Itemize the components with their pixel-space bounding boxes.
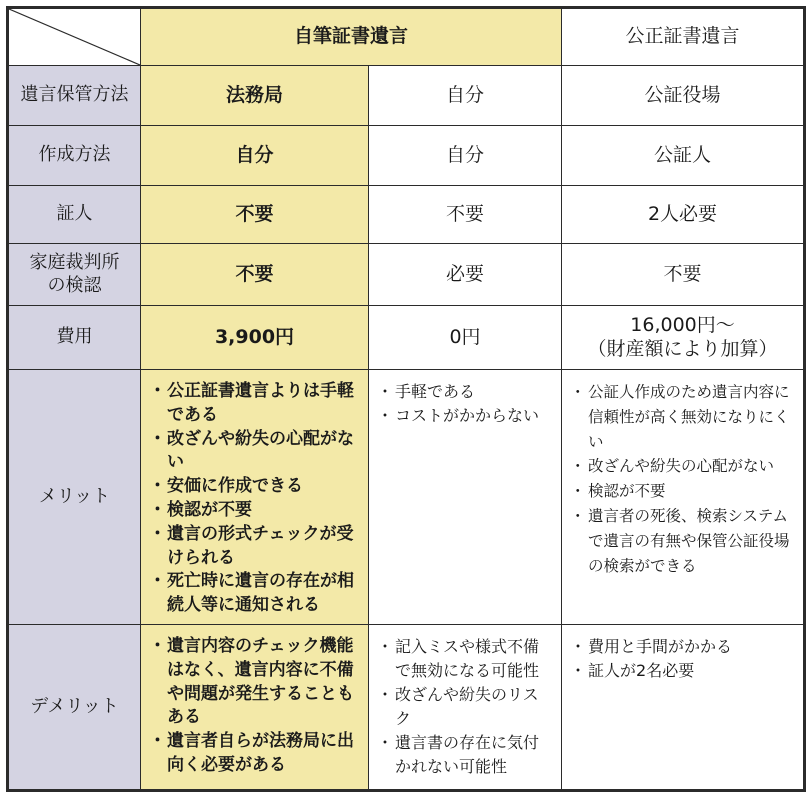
header-kousei: 公正証書遺言 [562,8,805,66]
cell-probate-c1: 不要 [141,244,369,306]
row-label-witness: 証人 [8,186,141,244]
list-item: ・ 証人が2名必要 [574,659,795,683]
row-label-storage: 遺言保管方法 [8,66,141,126]
header-row [8,8,805,66]
cell-method-c1: 自分 [141,126,369,186]
list-item: ・ 改ざんや紛失のリスク [381,683,553,731]
will-comparison-table [6,6,806,792]
cell-witness-c1: 不要 [141,186,369,244]
cell-merit-c2 [369,370,562,625]
list-item: ・ 安価に作成できる [153,475,360,499]
cell-cost-c3 [562,306,805,370]
cell-merit-c3 [562,370,805,625]
list-item: ・ 改ざんや紛失の心配がない [153,428,360,476]
list-item: ・ 記入ミスや様式不備で無効になる可能性 [381,635,553,683]
list-item: ・ 公正証書遺言よりは手軽である [153,380,360,428]
list-item: ・ 遺言内容のチェック機能はなく、遺言内容に不備や問題が発生することもある [153,635,360,730]
row-label-probate-line1: 家庭裁判所 [29,252,120,273]
cell-witness-c2: 不要 [369,186,562,244]
row-label-probate-line2: の検認 [47,274,102,296]
cell-cost-c2: 0円 [369,306,562,370]
list-item: ・ 遺言者自らが法務局に出向く必要がある [153,730,360,778]
cell-demerit-c2 [369,624,562,790]
list-item: ・ 改ざんや紛失の心配がない [574,454,795,479]
list-item: ・ 遺言者の死後、検索システムで遺言の有無や保管公証役場の検索ができる [574,504,795,578]
list-item: ・ 検認が不要 [153,499,360,523]
cell-probate-c2: 必要 [369,244,562,306]
cell-demerit-c1 [141,624,369,790]
cell-cost-c3-line2: （財産額により加算） [587,337,778,360]
corner-cell [8,8,141,66]
list-item: ・ コストがかからない [381,404,553,428]
row-storage [8,66,805,126]
demerit-c1-list [153,635,360,778]
row-label-merit: メリット [8,370,141,625]
row-demerit [8,624,805,790]
merit-c1-list [153,380,360,618]
cell-demerit-c3 [562,624,805,790]
cell-cost-c3-line1: 16,000円～ [630,313,735,336]
cell-method-c3: 公証人 [562,126,805,186]
row-method [8,126,805,186]
cell-cost-c1: 3,900円 [141,306,369,370]
list-item: ・ 費用と手間がかかる [574,635,795,659]
row-label-demerit: デメリット [8,624,141,790]
cell-method-c2: 自分 [369,126,562,186]
list-item: ・ 検認が不要 [574,479,795,504]
list-item: ・ 手軽である [381,380,553,404]
list-item: ・ 遺言の形式チェックが受けられる [153,523,360,571]
merit-c2-list [381,380,553,428]
cell-storage-c3: 公証役場 [562,66,805,126]
row-label-probate [8,244,141,306]
row-witness [8,186,805,244]
diagonal-line [9,9,140,65]
merit-c3-list [574,380,795,578]
list-item: ・ 公証人作成のため遺言内容に信頼性が高く無効になりにくい [574,380,795,454]
list-item: ・ 死亡時に遺言の存在が相続人等に通知される [153,570,360,618]
row-merit [8,370,805,625]
row-label-method: 作成方法 [8,126,141,186]
row-cost [8,306,805,370]
demerit-c2-list [381,635,553,779]
header-jihitsu: 自筆証書遺言 [141,8,562,66]
comparison-table-wrapper [6,6,803,776]
cell-witness-c3: 2人必要 [562,186,805,244]
list-item: ・ 遺言書の存在に気付かれない可能性 [381,731,553,779]
cell-storage-c1: 法務局 [141,66,369,126]
cell-storage-c2: 自分 [369,66,562,126]
row-label-cost: 費用 [8,306,141,370]
demerit-c3-list [574,635,795,683]
cell-probate-c3: 不要 [562,244,805,306]
cell-merit-c1 [141,370,369,625]
row-probate [8,244,805,306]
